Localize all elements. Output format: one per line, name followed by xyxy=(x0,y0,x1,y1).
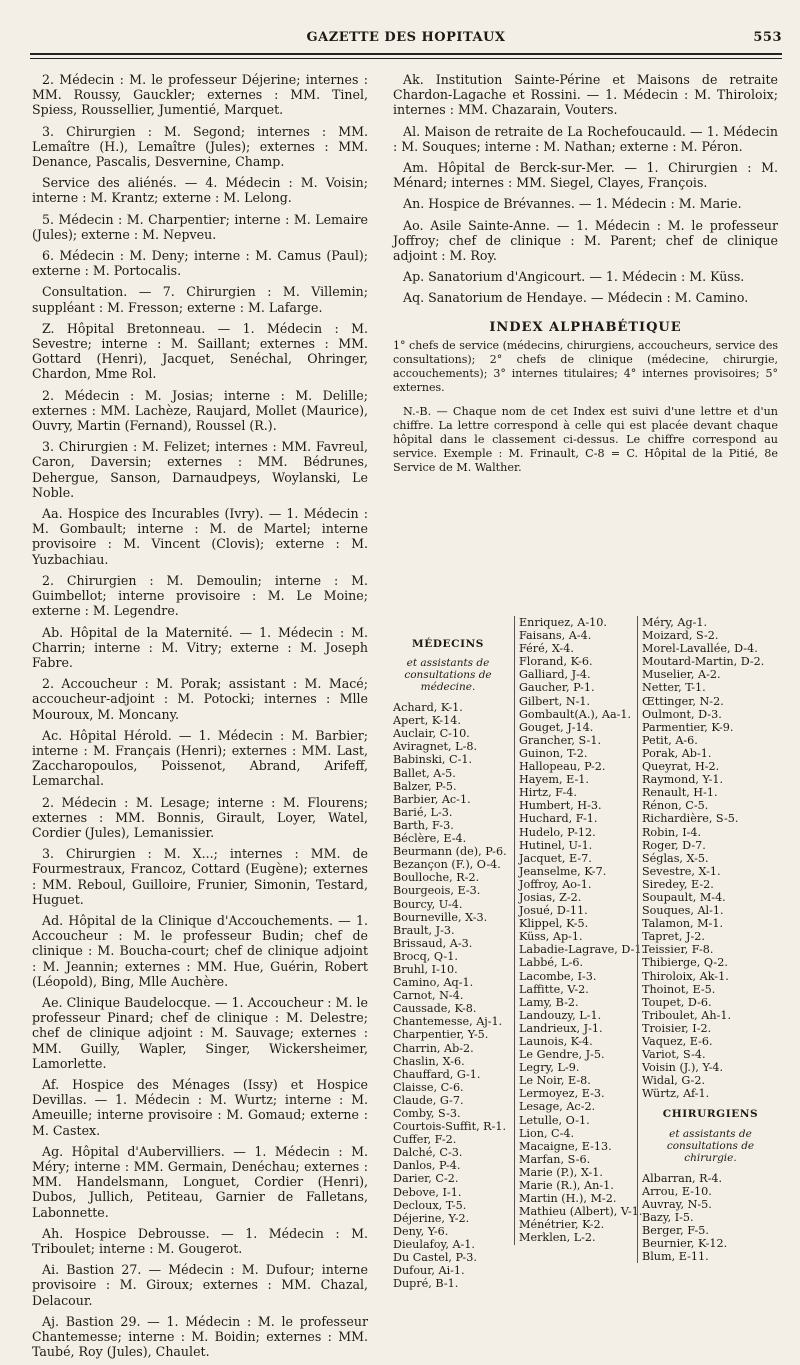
index-entry: Letulle, O-1. xyxy=(519,1113,590,1127)
index-entry: Bezançon (F.), O-4. xyxy=(393,858,501,872)
index-entry: Gouget, J-14. xyxy=(519,720,594,734)
service-entry: Ah. Hospice Debrousse. — 1. Médecin : M. Triboulet; interne : M. Gougerot. xyxy=(32,1225,368,1257)
index-entry: Barbier, Ac-1. xyxy=(393,792,471,806)
service-entry: Am. Hôpital de Berck-sur-Mer. — 1. Chirurgien : M. Ménard; internes : MM. Siegel, Clayes, François. xyxy=(393,160,778,191)
index-entry: Siredey, E-2. xyxy=(642,877,714,891)
index-entry: Chaslin, X-6. xyxy=(393,1054,465,1068)
index-entry: Oulmont, D-3. xyxy=(642,707,722,721)
index-entry: Caussade, K-8. xyxy=(393,1002,477,1016)
index-entry: Œttinger, N-2. xyxy=(642,694,724,708)
index-entry: Thibierge, Q-2. xyxy=(642,956,728,970)
index-entry: Féré, X-4. xyxy=(519,642,574,656)
index-entry: Souques, Al-1. xyxy=(642,904,724,918)
index-entry: Toupet, D-6. xyxy=(642,995,712,1009)
index-entry: Gaucher, P-1. xyxy=(519,681,595,695)
index-entry: Charpentier, Y-5. xyxy=(393,1028,489,1042)
chirurgiens-heading: CHIRURGIENS xyxy=(662,1108,759,1121)
index-entry: Galliard, J-4. xyxy=(519,668,591,682)
index-columns xyxy=(393,616,778,1291)
index-entry: Camino, Aq-1. xyxy=(393,976,474,990)
index-entry: Marie (R.), An-1. xyxy=(519,1179,614,1193)
index-entry: Jeanselme, K-7. xyxy=(519,864,607,878)
index-entry: Ballet, A-5. xyxy=(393,766,456,780)
index-entry: Bazy, I-5. xyxy=(642,1210,694,1224)
index-entry: Muselier, A-2. xyxy=(642,668,721,682)
index-entry: Huchard, F-1. xyxy=(519,812,598,826)
index-entry: Launois, K-4. xyxy=(519,1035,593,1048)
index-entry: Marfan, S-6. xyxy=(519,1152,591,1166)
hospital-list-continued xyxy=(393,72,778,306)
service-entry: Aj. Bastion 29. — 1. Médecin : M. le professeur Chantemesse; interne : M. Boidin; externes : MM. Taubé, Roy (Jules), Chaulet. xyxy=(32,1313,368,1360)
index-entry: Cuffer, F-2. xyxy=(393,1133,457,1147)
index-entry: Ménétrier, K-2. xyxy=(519,1218,605,1232)
index-entry: Dufour, Ai-1. xyxy=(393,1264,465,1278)
index-entry: Porak, Ab-1. xyxy=(642,746,712,760)
index-entry: Charrin, Ab-2. xyxy=(393,1041,474,1055)
index-entry: Mathieu (Albert), V-1. xyxy=(519,1205,643,1219)
index-entry: Macaigne, E-13. xyxy=(519,1139,612,1153)
index-entry: Brocq, Q-1. xyxy=(393,949,458,963)
index-entry: Apert, K-14. xyxy=(393,714,461,728)
index-entry: Lion, C-4. xyxy=(519,1126,575,1140)
index-entry: Robin, I-4. xyxy=(642,825,702,839)
index-entry: Küss, Ap-1. xyxy=(519,930,583,944)
service-entry: 3. Chirurgien : M. Felizet; internes : MM. Favreul, Caron, Daversin; externes : MM. Bédrunes, Dehergue, Sanson, Darnaudpeys, Woylanski, Le Noble. xyxy=(32,439,368,500)
index-entry: Bourcy, U-4. xyxy=(393,897,463,911)
service-entry: Ae. Clinique Baudelocque. — 1. Accoucheur : M. le professeur Pinard; chef de clinique : M. Delestre; chef de clinique adjoint : M. Sauvage; externes : MM. Guilly, Wapler, Singer, Wickersheimer, Lamorlette. xyxy=(32,994,368,1071)
index-entry: Josué, D-11. xyxy=(519,904,588,918)
service-entry: Aa. Hospice des Incurables (Ivry). — 1. Médecin : M. Gombault; interne : M. de Martel; interne provisoire : M. Vincent (Clovis); externe : M. Yuzbachiau. xyxy=(32,506,368,567)
index-entry: Thoinot, E-5. xyxy=(642,982,716,996)
index-entry: Netter, T-1. xyxy=(642,681,706,695)
index-entry: Florand, K-6. xyxy=(519,655,593,669)
index-entry: Voisin (J.), Y-4. xyxy=(642,1061,724,1075)
index-entry: Danlos, P-4. xyxy=(393,1159,461,1173)
index-title: INDEX ALPHABÉTIQUE xyxy=(489,319,682,335)
index-entry: Hudelo, P-12. xyxy=(519,825,596,839)
index-entry: Renault, H-1. xyxy=(642,786,718,800)
journal-title: GAZETTE DES HOPITAUX xyxy=(306,30,506,45)
index-entry: Déjerine, Y-2. xyxy=(393,1211,470,1225)
right-column xyxy=(393,72,778,483)
service-entry: An. Hospice de Brévannes. — 1. Médecin : M. Marie. xyxy=(403,196,742,212)
index-entry: Barié, L-3. xyxy=(393,805,453,819)
index-entry: Auclair, C-10. xyxy=(393,727,470,741)
index-entry: Albarran, R-4. xyxy=(642,1171,723,1185)
index-entry: Méry, Ag-1. xyxy=(642,616,708,629)
index-entry: Le Gendre, J-5. xyxy=(519,1048,605,1062)
index-entry: Comby, S-3. xyxy=(393,1107,461,1120)
index-entry: Aviragnet, L-8. xyxy=(393,740,478,754)
index-entry: Berger, F-5. xyxy=(642,1223,709,1237)
index-entry: Talamon, M-1. xyxy=(642,917,724,931)
service-entry: 2. Médecin : M. le professeur Déjerine; internes : MM. Roussy, Gauckler; externes : MM. Tinel, Spiess, Roussellier, Jumentié, Marquet. xyxy=(32,72,368,118)
index-entry: Balzer, P-5. xyxy=(393,779,457,793)
index-entry: Richardière, S-5. xyxy=(642,812,739,826)
index-entry: Hutinel, U-1. xyxy=(519,838,593,852)
index-entry: Béclère, E-4. xyxy=(393,832,467,846)
index-entry: Bruhl, I-10. xyxy=(393,962,458,976)
index-entry: Arrou, E-10. xyxy=(642,1184,712,1198)
index-entry: Merklen, L-2. xyxy=(519,1231,596,1245)
index-entry: Moizard, S-2. xyxy=(642,629,719,643)
service-entry: 3. Chirurgien : M. X...; internes : MM. de Fourmestraux, Francoz, Cottard (Eugène); externes : MM. Reboul, Guilloire, Frunier, Simonin, Testard, Huguet. xyxy=(32,846,368,907)
index-entry: Debove, I-1. xyxy=(393,1185,462,1199)
medecins-heading: MÉDECINS xyxy=(412,638,484,650)
service-entry: 2. Accoucheur : M. Porak; assistant : M. Macé; accoucheur-adjoint : M. Potocki; internes : Mlle Mouroux, M. Moncany. xyxy=(32,676,368,722)
index-entry: Blum, E-11. xyxy=(642,1250,709,1264)
left-column xyxy=(32,72,368,1365)
index-entry: Tapret, J-2. xyxy=(642,930,705,944)
index-entry: Le Noir, E-8. xyxy=(519,1074,591,1088)
service-entry: Al. Maison de retraite de La Rochefoucauld. — 1. Médecin : M. Souques; interne : M. Nathan; externe : M. Péron. xyxy=(393,123,778,154)
index-entry: Triboulet, Ah-1. xyxy=(642,1008,732,1022)
index-entry: Klippel, K-5. xyxy=(519,917,589,931)
service-entry: 5. Médecin : M. Charpentier; interne : M. Lemaire (Jules); externe : M. Nepveu. xyxy=(32,211,368,242)
chirurgiens-subheading: et assistants de consultations de chirurgie. xyxy=(666,1127,755,1164)
index-entry: Variot, S-4. xyxy=(642,1048,706,1062)
index-entry: Joffroy, Ao-1. xyxy=(519,877,592,891)
index-entry: Claude, G-7. xyxy=(393,1093,464,1107)
index-note: N.-B. — Chaque nom de cet Index est suivi d'une lettre et d'un chiffre. La lettre correspond à celle qui est placée devant chaque hôpital dans le classement ci-dessus. Le chiffre correspond au service. Exemple : M. Frinault, C-8 = C. Hôpital de la Pitié, 8e Service de M. Walther. xyxy=(393,404,778,474)
service-entry: Aq. Sanatorium de Hendaye. — Médecin : M. Camino. xyxy=(403,290,749,306)
service-entry: 3. Chirurgien : M. Segond; internes : MM. Lemaître (H.), Lemaître (Jules); externes : MM. Denance, Pascalis, Desvernine, Champ. xyxy=(32,123,368,170)
index-entry: Moutard-Martin, D-2. xyxy=(642,655,765,669)
index-entry: Laffitte, V-2. xyxy=(519,982,589,996)
service-entry: Ao. Asile Sainte-Anne. — 1. Médecin : M. le professeur Joffroy; chef de clinique : M. Parent; chef de clinique adjoint : M. Roy. xyxy=(393,217,778,264)
service-entry: 6. Médecin : M. Deny; interne : M. Camus (Paul); externe : M. Portocalis. xyxy=(32,248,368,279)
index-entry: Martin (H.), M-2. xyxy=(519,1192,617,1206)
index-entry: Claisse, C-6. xyxy=(393,1080,464,1094)
index-entry: Babinski, C-1. xyxy=(393,753,473,767)
index-entry: Brault, J-3. xyxy=(393,923,455,937)
index-categories: 1° chefs de service (médecins, chirurgiens, accoucheurs, service des consultations); 2° chefs de clinique (médecine, chirurgie, accouchements); 3° internes titulaires; 4° internes provisoires; 5° externes. xyxy=(393,338,778,394)
index-entry: Boulloche, R-2. xyxy=(393,871,480,885)
index-entry: Lermoyez, E-3. xyxy=(519,1087,605,1101)
index-entry: Achard, K-1. xyxy=(393,701,463,715)
index-entry: Chauffard, G-1. xyxy=(393,1067,481,1081)
index-entry: Labbé, L-6. xyxy=(519,956,584,970)
index-entry: Carnot, N-4. xyxy=(393,989,464,1003)
service-entry: Service des aliénés. — 4. Médecin : M. Voisin; interne : M. Krantz; externe : M. Lelong. xyxy=(32,175,368,206)
index-entry: Brissaud, A-3. xyxy=(393,936,473,950)
index-entry: Enriquez, A-10. xyxy=(519,616,607,629)
index-entry: Bourgeois, E-3. xyxy=(393,884,481,898)
index-column-1 xyxy=(393,616,507,1291)
index-entry: Dieulafoy, A-1. xyxy=(393,1237,475,1251)
index-entry: Séglas, X-5. xyxy=(642,851,709,865)
index-entry: Hallopeau, P-2. xyxy=(519,760,606,774)
medecins-subheading: et assistants de consultations de médecine. xyxy=(404,657,492,694)
index-entry: Dalché, C-3. xyxy=(393,1146,463,1160)
index-entry: Josias, Z-2. xyxy=(519,890,582,904)
index-entry: Legry, L-9. xyxy=(519,1061,580,1075)
index-entry: Parmentier, K-9. xyxy=(642,720,734,734)
index-entry: Faisans, A-4. xyxy=(519,629,592,643)
index-entry: Vaquez, E-6. xyxy=(642,1035,713,1048)
service-entry: Ac. Hôpital Hérold. — 1. Médecin : M. Barbier; interne : M. Français (Henri); externes : MM. Last, Zaccharopoulos, Poissenot, Abrand, Arifeff, Lemarchal. xyxy=(32,727,368,789)
index-column-3 xyxy=(637,616,779,1263)
index-entry: Gilbert, N-1. xyxy=(519,694,591,708)
index-entry: Roger, D-7. xyxy=(642,838,706,852)
index-entry: Decloux, T-5. xyxy=(393,1198,467,1212)
index-column-2 xyxy=(514,616,646,1245)
service-entry: Ai. Bastion 27. — Médecin : M. Dufour; interne provisoire : M. Giroux; externes : MM. Chazal, Delacour. xyxy=(32,1262,368,1308)
index-entry: Widal, G-2. xyxy=(642,1074,706,1088)
service-entry: Z. Hôpital Bretonneau. — 1. Médecin : M. Sevestre; interne : M. Saillant; externes : MM. Gottard (Henri), Jacquet, Senéchal, Ohringer, Chardon, Mme Rol. xyxy=(32,320,368,382)
service-entry: Af. Hospice des Ménages (Issy) et Hospice Devillas. — 1. Médecin : M. Wurtz; interne : M. Ameuille; interne provisoire : M. Gomaud; externe : M. Castex. xyxy=(32,1076,368,1138)
index-entry: Beurmann (de), P-6. xyxy=(393,845,507,859)
service-entry: Ak. Institution Sainte-Périne et Maisons de retraite Chardon-Lagache et Rossini. — 1. Médecin : M. Thiroloix; internes : MM. Chazarain, Vouters. xyxy=(393,72,778,118)
index-entry: Chantemesse, Aj-1. xyxy=(393,1015,503,1029)
service-entry: Ap. Sanatorium d'Angicourt. — 1. Médecin : M. Küss. xyxy=(403,269,745,285)
service-entry: 2. Chirurgien : M. Demoulin; interne : M. Guimbellot; interne provisoire : M. Le Moine; externe : M. Legendre. xyxy=(32,572,368,619)
index-entry: Auvray, N-5. xyxy=(642,1197,712,1211)
service-entry: Consultation. — 7. Chirurgien : M. Villemin; suppléant : M. Fresson; externe : M. Lafarge. xyxy=(32,284,368,315)
index-entry: Queyrat, H-2. xyxy=(642,760,720,774)
service-entry: 2. Médecin : M. Josias; interne : M. Delille; externes : MM. Lachèze, Raujard, Mollet (Maurice), Ouvry, Martin (Fernand), Roussel (R.). xyxy=(32,387,368,434)
index-entry: Rénon, C-5. xyxy=(642,799,709,813)
index-entry: Guinon, T-2. xyxy=(519,746,588,760)
index-entry: Gombault(A.), Aa-1. xyxy=(519,707,632,721)
index-entry: Bourneville, X-3. xyxy=(393,910,488,924)
index-entry: Lamy, B-2. xyxy=(519,995,579,1009)
index-entry: Landouzy, L-1. xyxy=(519,1008,602,1022)
page-number: 553 xyxy=(753,30,782,45)
service-entry: 2. Médecin : M. Lesage; interne : M. Flourens; externes : MM. Bonnis, Girault, Loyer, Watel, Cordier (Jules), Lemanissier. xyxy=(32,794,368,840)
header-rule-thin xyxy=(30,58,782,59)
service-entry: Ad. Hôpital de la Clinique d'Accouchements. — 1. Accoucheur : M. le professeur Budin; chef de clinique : M. Boucha-court; chef de clinique adjoint : M. Jeannin; externes : MM. Hue, Guérin, Robert (Léopold), Bing, Mlle Auchère. xyxy=(32,912,368,989)
index-entry: Lesage, Ac-2. xyxy=(519,1100,596,1114)
index-entry: Courtois-Suffit, R-1. xyxy=(393,1120,507,1134)
index-entry: Thiroloix, Ak-1. xyxy=(642,969,729,983)
index-entry: Darier, C-2. xyxy=(393,1172,459,1186)
index-entry: Raymond, Y-1. xyxy=(642,773,724,787)
index-entry: Lacombe, I-3. xyxy=(519,969,597,983)
service-entry: Ab. Hôpital de la Maternité. — 1. Médecin : M. Charrin; interne : M. Vitry; externe : M. Joseph Fabre. xyxy=(32,624,368,670)
index-entry: Barth, F-3. xyxy=(393,818,454,832)
index-entry: Petit, A-6. xyxy=(642,733,698,747)
index-entry: Jacquet, E-7. xyxy=(519,851,592,865)
index-entry: Troisier, I-2. xyxy=(642,1021,712,1035)
index-entry: Morel-Lavallée, D-4. xyxy=(642,642,758,656)
index-entry: Grancher, S-1. xyxy=(519,733,602,747)
index-entry: Würtz, Af-1. xyxy=(642,1087,710,1101)
service-entry: Ag. Hôpital d'Aubervilliers. — 1. Médecin : M. Méry; interne : MM. Germain, Denéchau; externes : MM. Handelsmann, Longuet, Cordier (Henri), Dubos, Jullich, Petiteau, Garnier de Falletans, Labonnette. xyxy=(32,1143,368,1220)
index-entry: Beurnier, K-12. xyxy=(642,1237,728,1251)
index-entry: Humbert, H-3. xyxy=(519,799,602,813)
index-entry: Landrieux, J-1. xyxy=(519,1021,603,1035)
index-entry: Hayem, E-1. xyxy=(519,773,589,787)
index-entry: Labadie-Lagrave, D-1. xyxy=(519,943,646,957)
index-entry: Teissier, F-8. xyxy=(642,943,714,957)
header-rule-thick xyxy=(30,53,782,55)
index-entry: Soupault, M-4. xyxy=(642,890,726,904)
index-entry: Hirtz, F-4. xyxy=(519,786,577,800)
index-entry: Dupré, B-1. xyxy=(393,1277,459,1291)
index-entry: Du Castel, P-3. xyxy=(393,1251,477,1265)
index-entry: Marie (P.), X-1. xyxy=(519,1165,603,1179)
index-entry: Deny, Y-6. xyxy=(393,1224,449,1238)
page-header xyxy=(30,22,782,52)
index-entry: Sevestre, X-1. xyxy=(642,864,721,878)
